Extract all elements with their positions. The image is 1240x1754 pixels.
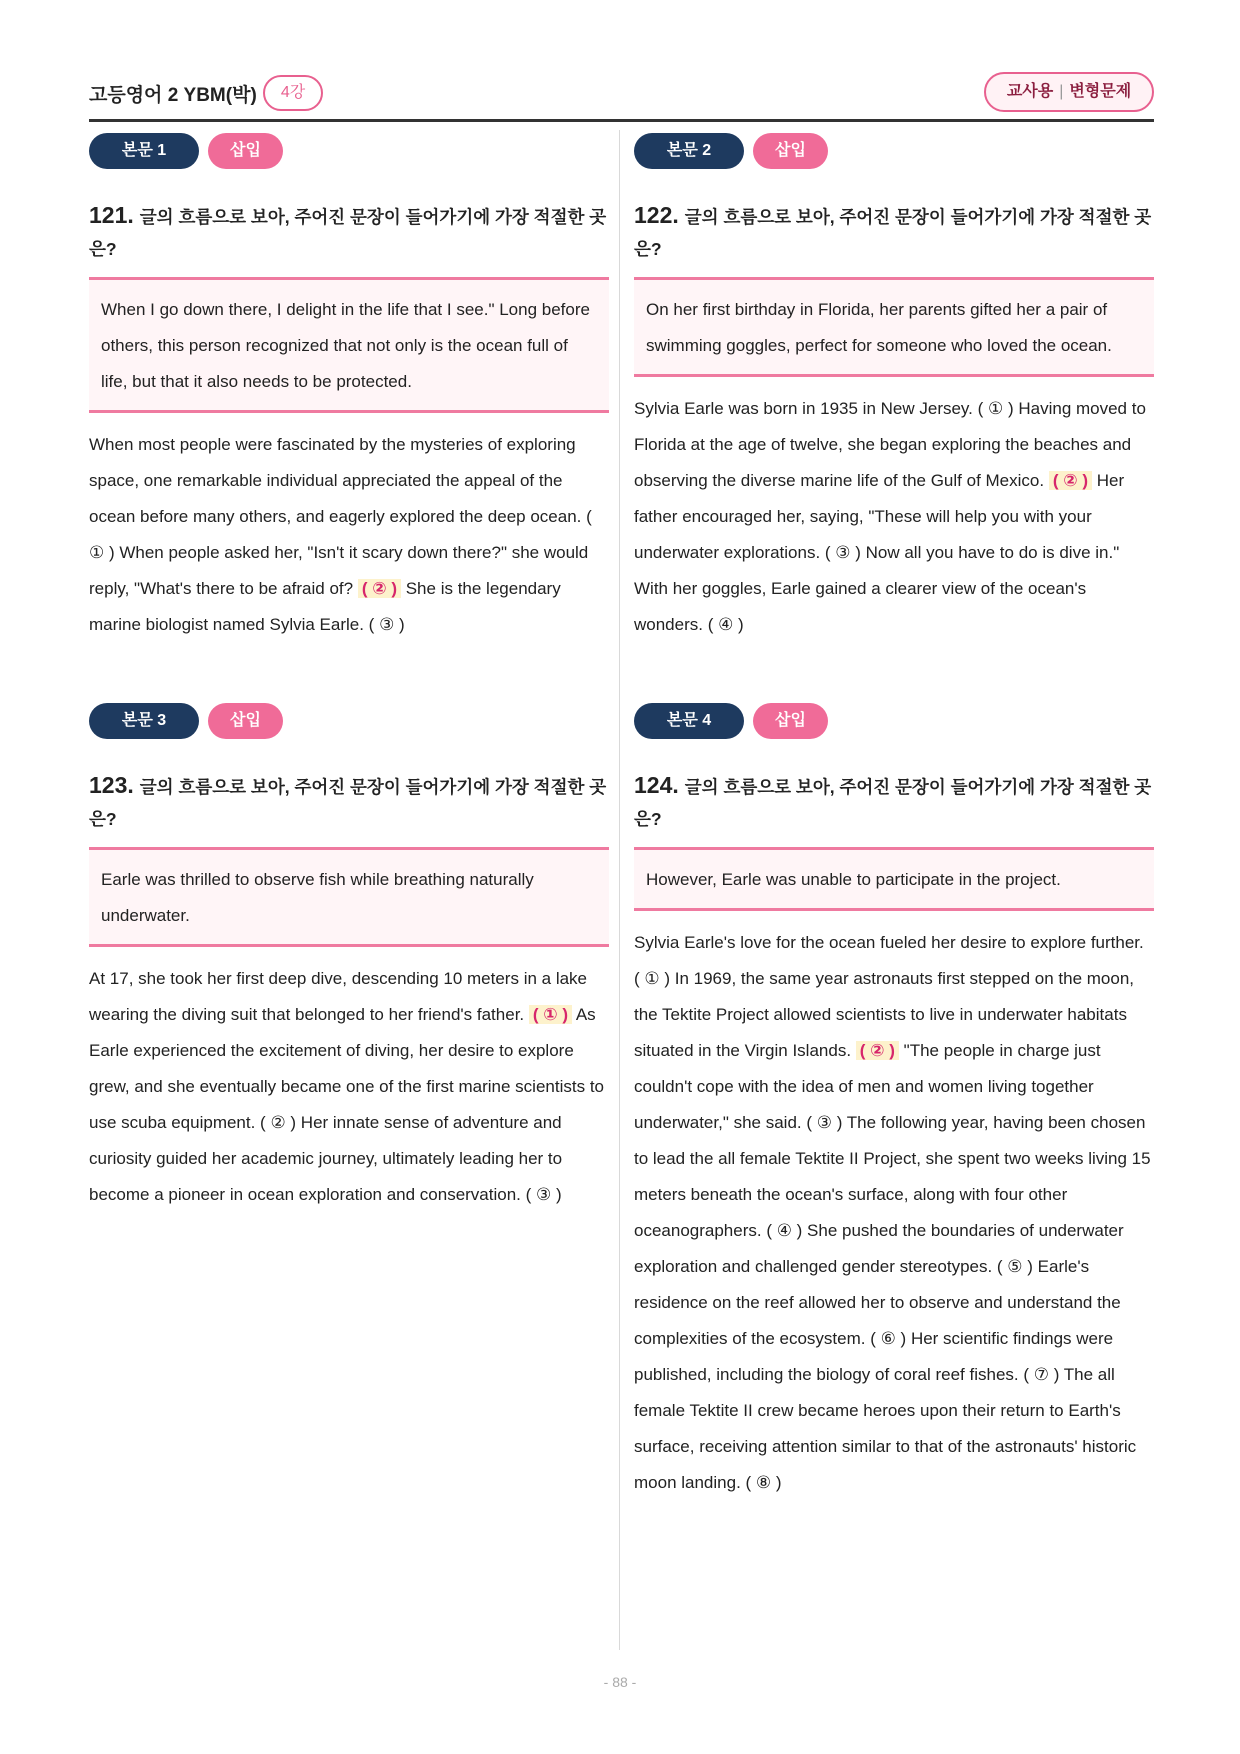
type-label: 변형문제 bbox=[1069, 83, 1132, 100]
column-divider bbox=[619, 130, 620, 1650]
answer-marker: ( ② ) bbox=[358, 579, 401, 598]
question-number: 124. bbox=[634, 772, 679, 798]
body-tag: 본문 1 bbox=[89, 133, 199, 169]
type-tag: 삽입 bbox=[753, 703, 828, 739]
edition-badge bbox=[984, 72, 1154, 112]
question-prompt: 글의 흐름으로 보아, 주어진 문장이 들어가기에 가장 적절한 곳은? bbox=[89, 207, 607, 259]
question-block-1 bbox=[89, 133, 609, 643]
course-title: 고등영어 2 YBM(박) bbox=[89, 85, 257, 106]
question-heading bbox=[89, 769, 609, 835]
question-block-4 bbox=[634, 703, 1154, 1501]
given-sentence-box: When I go down there, I delight in the life that I see." Long before others, this person recognized that not only is the ocean full of life, but that it also needs to be protected. bbox=[89, 277, 609, 413]
passage-text: When most people were fascinated by the mysteries of exploring space, one remarkable individual appreciated the appeal of the ocean before many others, and eagerly explored the deep ocean. ( ① ) When people asked her, "Isn't it scary down there?" she would reply, "What's there to be afraid of? bbox=[89, 435, 592, 598]
passage bbox=[89, 961, 609, 1213]
question-tags bbox=[634, 133, 1154, 169]
badge-separator: | bbox=[1059, 83, 1064, 100]
given-sentence-box: On her first birthday in Florida, her parents gifted her a pair of swimming goggles, perfect for someone who loved the ocean. bbox=[634, 277, 1154, 377]
question-tags bbox=[89, 133, 609, 169]
given-sentence-box: However, Earle was unable to participate in the project. bbox=[634, 847, 1154, 911]
passage-text: She is the legendary marine biologist named Sylvia Earle. ( ③ ) bbox=[89, 579, 561, 634]
body-tag: 본문 2 bbox=[634, 133, 744, 169]
passage bbox=[634, 925, 1154, 1501]
passage-text: Her father encouraged her, saying, "These will help you with your underwater explorations. ( ③ ) Now all you have to do is dive in." With her goggles, Earle gained a clearer view of the ocean's wonders. ( ④ ) bbox=[634, 471, 1125, 634]
question-heading bbox=[89, 199, 609, 265]
question-prompt: 글의 흐름으로 보아, 주어진 문장이 들어가기에 가장 적절한 곳은? bbox=[634, 777, 1152, 829]
passage-text: Sylvia Earle was born in 1935 in New Jersey. ( ① ) Having moved to Florida at the age of twelve, she began exploring the beaches and observing the diverse marine life of the Gulf of Mexico. bbox=[634, 399, 1146, 490]
given-sentence-box: Earle was thrilled to observe fish while breathing naturally underwater. bbox=[89, 847, 609, 947]
question-tags bbox=[89, 703, 609, 739]
question-prompt: 글의 흐름으로 보아, 주어진 문장이 들어가기에 가장 적절한 곳은? bbox=[634, 207, 1152, 259]
question-number: 122. bbox=[634, 202, 679, 228]
answer-marker: ( ② ) bbox=[1049, 471, 1092, 490]
type-tag: 삽입 bbox=[753, 133, 828, 169]
header-rule bbox=[89, 119, 1154, 122]
passage bbox=[634, 391, 1154, 643]
question-prompt: 글의 흐름으로 보아, 주어진 문장이 들어가기에 가장 적절한 곳은? bbox=[89, 777, 607, 829]
passage-text: "The people in charge just couldn't cope with the idea of men and women living together underwater," she said. ( ③ ) The following year, having been chosen to lead the all female Tektite II Project, she spent two weeks living 15 meters beneath the ocean's surface, along with four other oceanographers. ( ④ ) She pushed the boundaries of underwater exploration and challenged gender stereotypes. ( ⑤ ) Earle's residence on the reef allowed her to observe and understand the complexities of the ecosystem. ( ⑥ ) Her scientific findings were published, including the biology of coral reef fishes. ( ⑦ ) The all female Tektite II crew became heroes upon their return to Earth's surface, receiving attention similar to that of the astronauts' historic moon landing. ( ⑧ ) bbox=[634, 1041, 1151, 1492]
body-tag: 본문 3 bbox=[89, 703, 199, 739]
question-tags bbox=[634, 703, 1154, 739]
passage bbox=[89, 427, 609, 643]
question-number: 123. bbox=[89, 772, 134, 798]
type-tag: 삽입 bbox=[208, 133, 283, 169]
question-number: 121. bbox=[89, 202, 134, 228]
answer-marker: ( ② ) bbox=[856, 1041, 899, 1060]
page-number: - 88 - bbox=[603, 1674, 637, 1690]
page-header bbox=[89, 70, 1154, 120]
question-block-2 bbox=[634, 133, 1154, 643]
teacher-label: 교사용 bbox=[1006, 83, 1054, 100]
question-block-3 bbox=[89, 703, 609, 1213]
body-tag: 본문 4 bbox=[634, 703, 744, 739]
passage-text: Sylvia Earle's love for the ocean fueled her desire to explore further. ( ① ) In 1969, the same year astronauts first stepped on the moon, the Tektite Project allowed scientists to live in underwater habitats situated in the Virgin Islands. bbox=[634, 933, 1144, 1060]
passage-text: As Earle experienced the excitement of diving, her desire to explore grew, and she eventually became one of the first marine scientists to use scuba equipment. ( ② ) Her innate sense of adventure and curiosity guided her academic journey, ultimately leading her to become a pioneer in ocean exploration and conservation. ( ③ ) bbox=[89, 1005, 604, 1204]
answer-marker: ( ① ) bbox=[529, 1005, 572, 1024]
lesson-badge: 4강 bbox=[263, 75, 323, 111]
question-heading bbox=[634, 769, 1154, 835]
type-tag: 삽입 bbox=[208, 703, 283, 739]
passage-text: At 17, she took her first deep dive, descending 10 meters in a lake wearing the diving suit that belonged to her friend's father. bbox=[89, 969, 588, 1024]
question-heading bbox=[634, 199, 1154, 265]
